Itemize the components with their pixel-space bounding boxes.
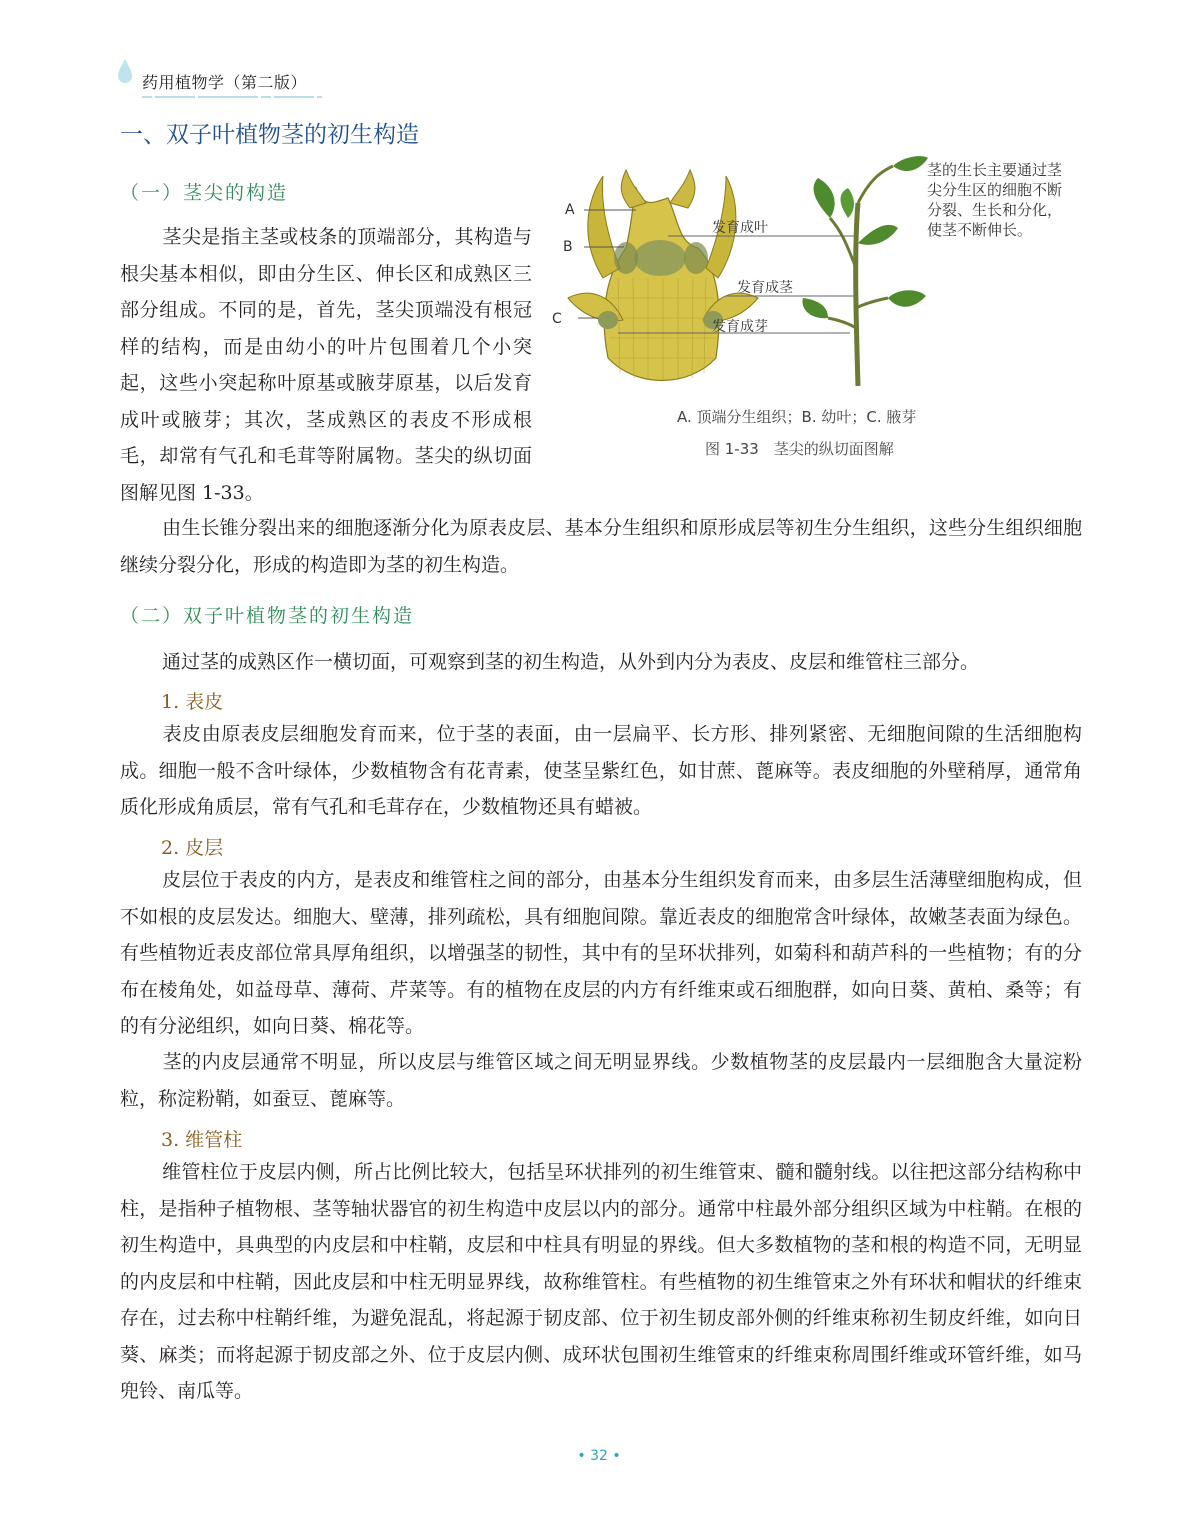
label-develop-bud: 发育成芽 (712, 319, 768, 335)
figure-side-note: 茎的生长主要通过茎尖分生区的细胞不断分裂、生长和分化，使茎不断伸长。 (927, 161, 1063, 239)
label-develop-stem: 发育成茎 (737, 280, 793, 296)
heading-cortex: 2. 皮层 (161, 837, 224, 859)
paragraph-primary-meristem: 由生长锥分裂出来的细胞逐渐分化为原表皮层、基本分生组织和原形成层等初生分生组织，这些分生组织细胞继续分裂分化，形成的构造即为茎的初生构造。 (120, 517, 1082, 576)
figure-caption: 图 1-33 茎尖的纵切面图解 (705, 440, 894, 458)
subsection-title-2: （二）双子叶植物茎的初生构造 (120, 605, 415, 627)
figure-legend: A. 顶端分生组织；B. 幼叶；C. 腋芽 (677, 408, 917, 426)
subsection-title-1: （一）茎尖的构造 (120, 182, 289, 204)
header-divider (142, 95, 322, 99)
plant-drawing (802, 156, 928, 386)
page-number: • 32 • (577, 1448, 621, 1464)
stem-tip-section-drawing (568, 170, 758, 381)
paragraph-cortex-2: 茎的内皮层通常不明显，所以皮层与维管区域之间无明显界线。少数植物茎的皮层最内一层细胞含大量淀粉粒，称淀粉鞘，如蚕豆、蓖麻等。 (120, 1051, 1082, 1110)
paragraph-intro: 通过茎的成熟区作一横切面，可观察到茎的初生构造，从外到内分为表皮、皮层和维管柱三部分。 (162, 651, 980, 673)
water-drop-icon (117, 58, 133, 84)
heading-epidermis: 1. 表皮 (161, 691, 224, 713)
label-develop-leaf: 发育成叶 (712, 220, 768, 236)
section-title: 一、双子叶植物茎的初生构造 (120, 122, 419, 148)
figure-label-b: B (563, 239, 573, 255)
figure-label-c: C (552, 311, 562, 327)
paragraph-stem-tip: 茎尖是指主茎或枝条的顶端部分，其构造与根尖基本相似，即由分生区、伸长区和成熟区三部分组成。不同的是，首先，茎尖顶端没有根冠样的结构，而是由幼小的叶片包围着几个小突起，这些小突起称叶原基或腋芽原基，以后发育成叶或腋芽；其次，茎成熟区的表皮不形成根毛，却常有气孔和毛茸等附属物。茎尖的纵切面图解见图 1-33。 (120, 226, 532, 504)
paragraph-stele: 维管柱位于皮层内侧，所占比例比较大，包括呈环状排列的初生维管束、髓和髓射线。以往把这部分结构称中柱，是指种子植物根、茎等轴状器官的初生构造中皮层以内的部分。通常中柱最外部分组织区域为中柱鞘。在根的初生构造中，具典型的内皮层和中柱鞘，皮层和中柱具有明显的界线。但大多数植物的茎和根的构造不同，无明显的内皮层和中柱鞘，因此皮层和中柱无明显界线，故称维管柱。有些植物的初生维管束之外有环状和帽状的纤维束存在，过去称中柱鞘纤维，为避免混乱，将起源于韧皮部、位于初生韧皮部外侧的纤维束称初生韧皮纤维，如向日葵、麻类；而将起源于韧皮部之外、位于皮层内侧、成环状包围初生维管束的纤维束称周围纤维或环管纤维，如马兜铃、南瓜等。 (120, 1161, 1082, 1402)
book-title: 药用植物学（第二版） (142, 73, 308, 92)
paragraph-epidermis: 表皮由原表皮层细胞发育而来，位于茎的表面，由一层扁平、长方形、排列紧密、无细胞间隙的生活细胞构成。细胞一般不含叶绿体，少数植物含有花青素，使茎呈紫红色，如甘蔗、蓖麻等。表皮细胞的外壁稍厚，通常角质化形成角质层，常有气孔和毛茸存在，少数植物还具有蜡被。 (120, 723, 1082, 818)
figure-label-a: A (565, 202, 575, 218)
paragraph-cortex-1: 皮层位于表皮的内方，是表皮和维管柱之间的部分，由基本分生组织发育而来，由多层生活薄壁细胞构成，但不如根的皮层发达。细胞大、壁薄，排列疏松，具有细胞间隙。靠近表皮的细胞常含叶绿体，故嫩茎表面为绿色。有些植物近表皮部位常具厚角组织，以增强茎的韧性，其中有的呈环状排列，如菊科和葫芦科的一些植物；有的分布在棱角处，如益母草、薄荷、芹菜等。有的植物在皮层的内方有纤维束或石细胞群，如向日葵、黄柏、桑等；有的有分泌组织，如向日葵、棉花等。 (120, 869, 1082, 1037)
heading-stele: 3. 维管柱 (161, 1129, 243, 1151)
